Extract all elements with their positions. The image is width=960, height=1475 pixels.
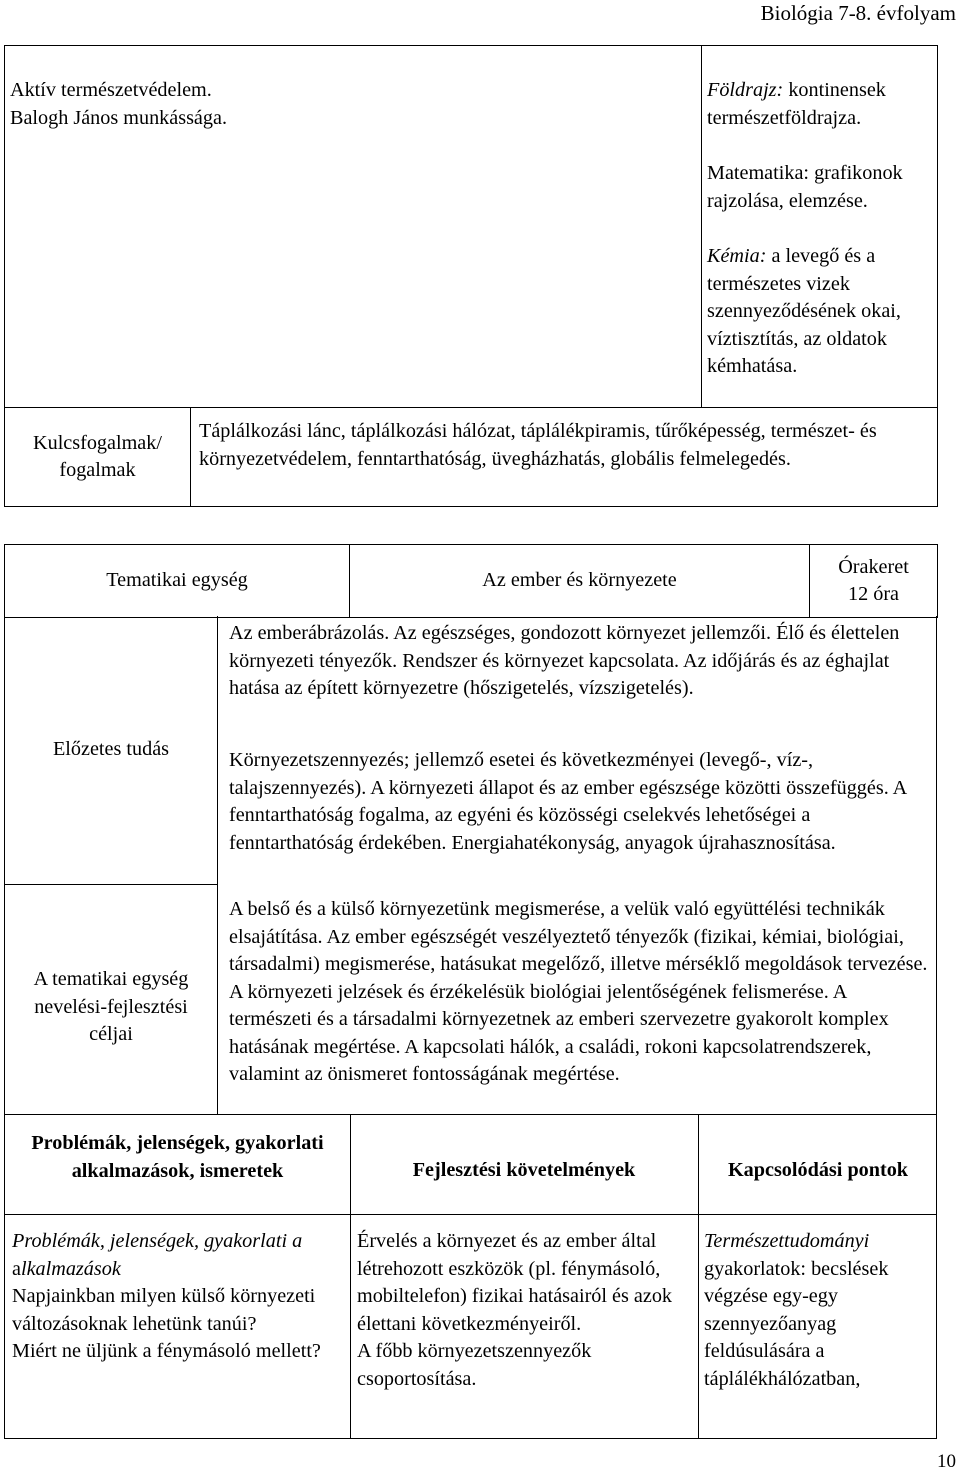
celok-label-line-2: nevelési-fejlesztési — [34, 995, 188, 1018]
subject-chemistry: Kémia: — [707, 245, 767, 267]
problems-italic-2: lkalmazások — [20, 1257, 121, 1280]
connection-chemistry-text: a levegő és a természetes vizek szennyeződésének okai, víztisztítás, az oldatok kémhatása. — [707, 245, 901, 377]
activity-line-2: Balogh János munkássága. — [10, 106, 227, 129]
requirement-2: A főbb környezetszennyezők csoportosítása. — [357, 1340, 592, 1390]
keywords-label-cell — [5, 408, 191, 507]
problems-cell: Problémák, jelenségek, gyakorlati a alkalmazások Napjainkban milyen külső környezeti változásoknak lehetünk tanúi? Miért ne üljünk a fénymásoló mellett? — [12, 1228, 346, 1366]
activity-line-1: Aktív természetvédelem. — [10, 79, 212, 101]
problems-italic-1: Problémák, jelenségek, gyakorlati a — [12, 1230, 303, 1252]
connections-list-cell — [704, 1228, 934, 1393]
unit-table — [4, 544, 938, 618]
elozetes-text-1: Az emberábrázolás. Az egészséges, gondozott környezet jellemzői. Élő és élettelen környezeti tényezők. Rendszer és környezet kapcsolata. Az időjárás és az éghajlat hatása az épített környezetre (hőszigetelés, vízszigetelés). — [229, 622, 900, 699]
tematikai-label: Tematikai egység — [5, 545, 350, 618]
orakeret-value: 12 óra — [848, 583, 900, 605]
col-header-requirements: Fejlesztési követelmények — [412, 1159, 636, 1181]
problem-question-1: Napjainkban milyen külső környezeti változásoknak lehetünk tanúi? — [12, 1285, 316, 1335]
row-unit-title — [5, 545, 938, 618]
connection-geography-text: kontinensek természetföldrajza. — [707, 79, 886, 129]
unit-title-cell — [350, 545, 938, 618]
keywords-text: Táplálkozási lánc, táplálkozási hálózat, táplálékpiramis, tűrőképesség, természet- és környezetvédelem, fenntarthatóság, üvegházhatás, globális felmelegedés. — [191, 408, 938, 507]
unit-body — [4, 616, 937, 1439]
col-header-problems: Problémák, jelenségek, gyakorlati alkalmazások, ismeretek — [31, 1132, 324, 1182]
row-activity — [5, 46, 938, 408]
row-keywords — [5, 408, 938, 507]
top-table — [4, 45, 938, 507]
keywords-label-line-2: fogalmak — [59, 459, 136, 481]
connection-geography — [707, 77, 932, 132]
elozetes-label: Előzetes tudás — [52, 738, 170, 760]
page-number: 10 — [937, 1451, 956, 1472]
requirements-cell — [357, 1228, 692, 1393]
celok-label-line-1: A tematikai egység — [33, 968, 189, 990]
celok-label — [5, 966, 217, 1049]
problem-question-2: Miért ne üljünk a fénymásoló mellett? — [12, 1340, 321, 1362]
unit-title: Az ember és környezete — [482, 569, 677, 592]
activity-cell — [5, 46, 702, 408]
running-header: Biológia 7-8. évfolyam — [760, 1, 956, 25]
celok-text: A belső és a külső környezetünk megismerése, a velük való együttélési technikák elsajátítása. Az ember egészségét veszélyeztető tényezők (fizikai, kémiai, biológiai, társadalmi) megismerése, hatásukat megelőző, illetve mérséklő megoldások tervezése. A környezeti jelzések és érzékelésük biológiai jelentőségének felismerése. A természeti és a társadalmi környezetnek az emberi szervezetre gyakorolt komplex hatásának megértése. A kapcsolati hálók, a családi, rokoni kapcsolatrendszerek, valamint az önismeret fontosságának megértése. — [229, 898, 928, 1085]
connections-cell — [702, 46, 938, 408]
orakeret — [809, 545, 937, 617]
requirement-1: Érvelés a környezet és az ember által létrehozott eszközök (pl. fénymásoló, mobiltelefon) fizikai hatásairól és azok élettani következményeiről. — [357, 1230, 673, 1335]
orakeret-label: Órakeret — [838, 555, 909, 578]
col-header-connections: Kapcsolódási pontok — [727, 1159, 909, 1181]
connection-math — [707, 160, 932, 215]
subject-geography: Földrajz: — [707, 79, 784, 101]
connection-math-text: Matematika: grafikonok rajzolása, elemzése. — [707, 162, 903, 212]
connection-subject: Természettudományi — [704, 1230, 870, 1252]
celok-label-line-3: céljai — [89, 1023, 133, 1045]
elozetes-text-2: Környezetszennyezés; jellemző esetei és következményei (levegő-, víz-, talajszennyezés). A környezeti állapot és az ember egészsége közötti összefüggés. A fenntarthatóság fogalma, az egyéni és közösségi cselekvés lehetőségei a fenntarthatóság érdekében. Energiahatékonyság, anyagok újrahasznosítása. — [229, 749, 907, 854]
connection-chemistry — [707, 243, 932, 381]
keywords-label-line-1: Kulcsfogalmak/ — [33, 431, 162, 454]
connection-text: gyakorlatok: becslések végzése egy-egy szennyezőanyag feldúsulására a táplálékhálózatban, — [704, 1257, 889, 1390]
